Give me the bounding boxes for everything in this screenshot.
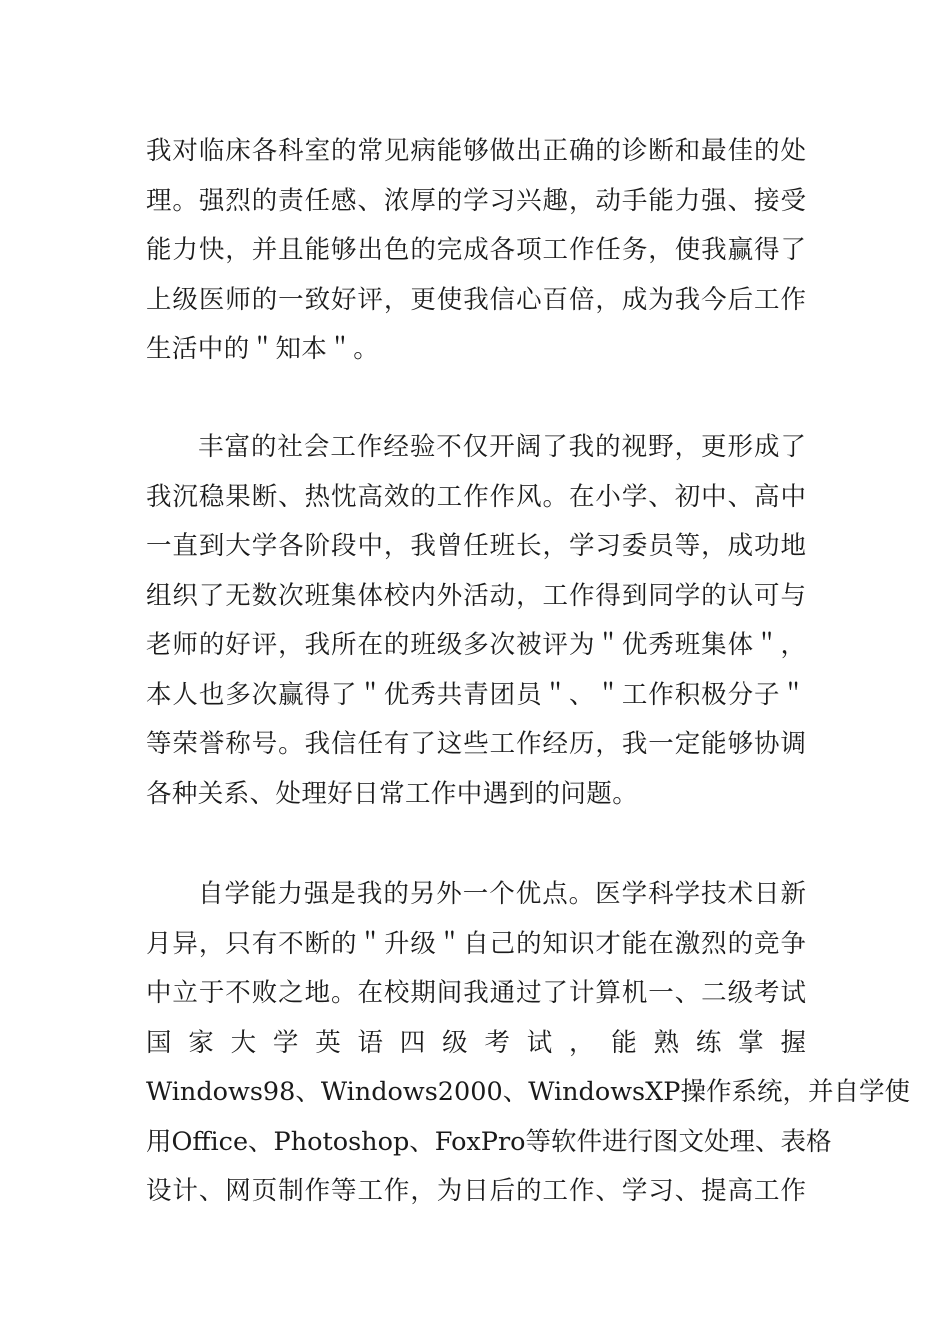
text-line: 我沉稳果断、热忱高效的工作作风。在小学、初中、高中 bbox=[146, 481, 806, 512]
paragraph-2 bbox=[146, 423, 806, 819]
text-line: 组织了无数次班集体校内外活动，工作得到同学的认可与 bbox=[146, 580, 806, 611]
text-line: 设计、网页制作等工作，为日后的工作、学习、提高工作 bbox=[146, 1176, 806, 1206]
text-line: 上级医师的一致好评，更使我信心百倍，成为我今后工作 bbox=[146, 284, 806, 315]
text-line: 等荣誉称号。我信任有了这些工作经历，我一定能够协调 bbox=[146, 729, 806, 759]
text-line: 一直到大学各阶段中，我曾任班长，学习委员等，成功地 bbox=[146, 531, 806, 561]
text-line: 丰富的社会工作经验不仅开阔了我的视野，更形成了 bbox=[198, 432, 806, 462]
text-line: 各种关系、处理好日常工作中遇到的问题。 bbox=[146, 778, 639, 809]
text-line: 自学能力强是我的另外一个优点。医学科学技术日新 bbox=[198, 879, 806, 909]
text-line: 用Office、Photoshop、FoxPro等软件进行图文处理、表格 bbox=[146, 1126, 832, 1157]
text-line: 理。强烈的责任感、浓厚的学习兴趣，动手能力强、接受 bbox=[146, 185, 806, 216]
paragraph-1 bbox=[146, 127, 806, 375]
text-line: 中立于不败之地。在校期间我通过了计算机一、二级考试 bbox=[146, 978, 806, 1008]
text-line: 我对临床各科室的常见病能够做出正确的诊断和最佳的处 bbox=[146, 136, 806, 166]
text-line: 能力快，并且能够出色的完成各项工作任务，使我赢得了 bbox=[146, 235, 806, 265]
text-line: 老师的好评，我所在的班级多次被评为＂优秀班集体＂， bbox=[146, 630, 806, 660]
text-line: 国家大学英语四级考试，能熟练掌握 bbox=[146, 1027, 806, 1058]
text-line: 生活中的＂知本＂。 bbox=[146, 334, 380, 364]
text-line: Windows98、Windows2000、WindowsXP操作系统，并自学使 bbox=[146, 1077, 910, 1107]
paragraph-3 bbox=[146, 870, 910, 1217]
text-line: 月异，只有不断的＂升级＂自己的知识才能在激烈的竞争 bbox=[146, 928, 806, 959]
text-line: 本人也多次赢得了＂优秀共青团员＂、＂工作积极分子＂ bbox=[146, 679, 806, 710]
